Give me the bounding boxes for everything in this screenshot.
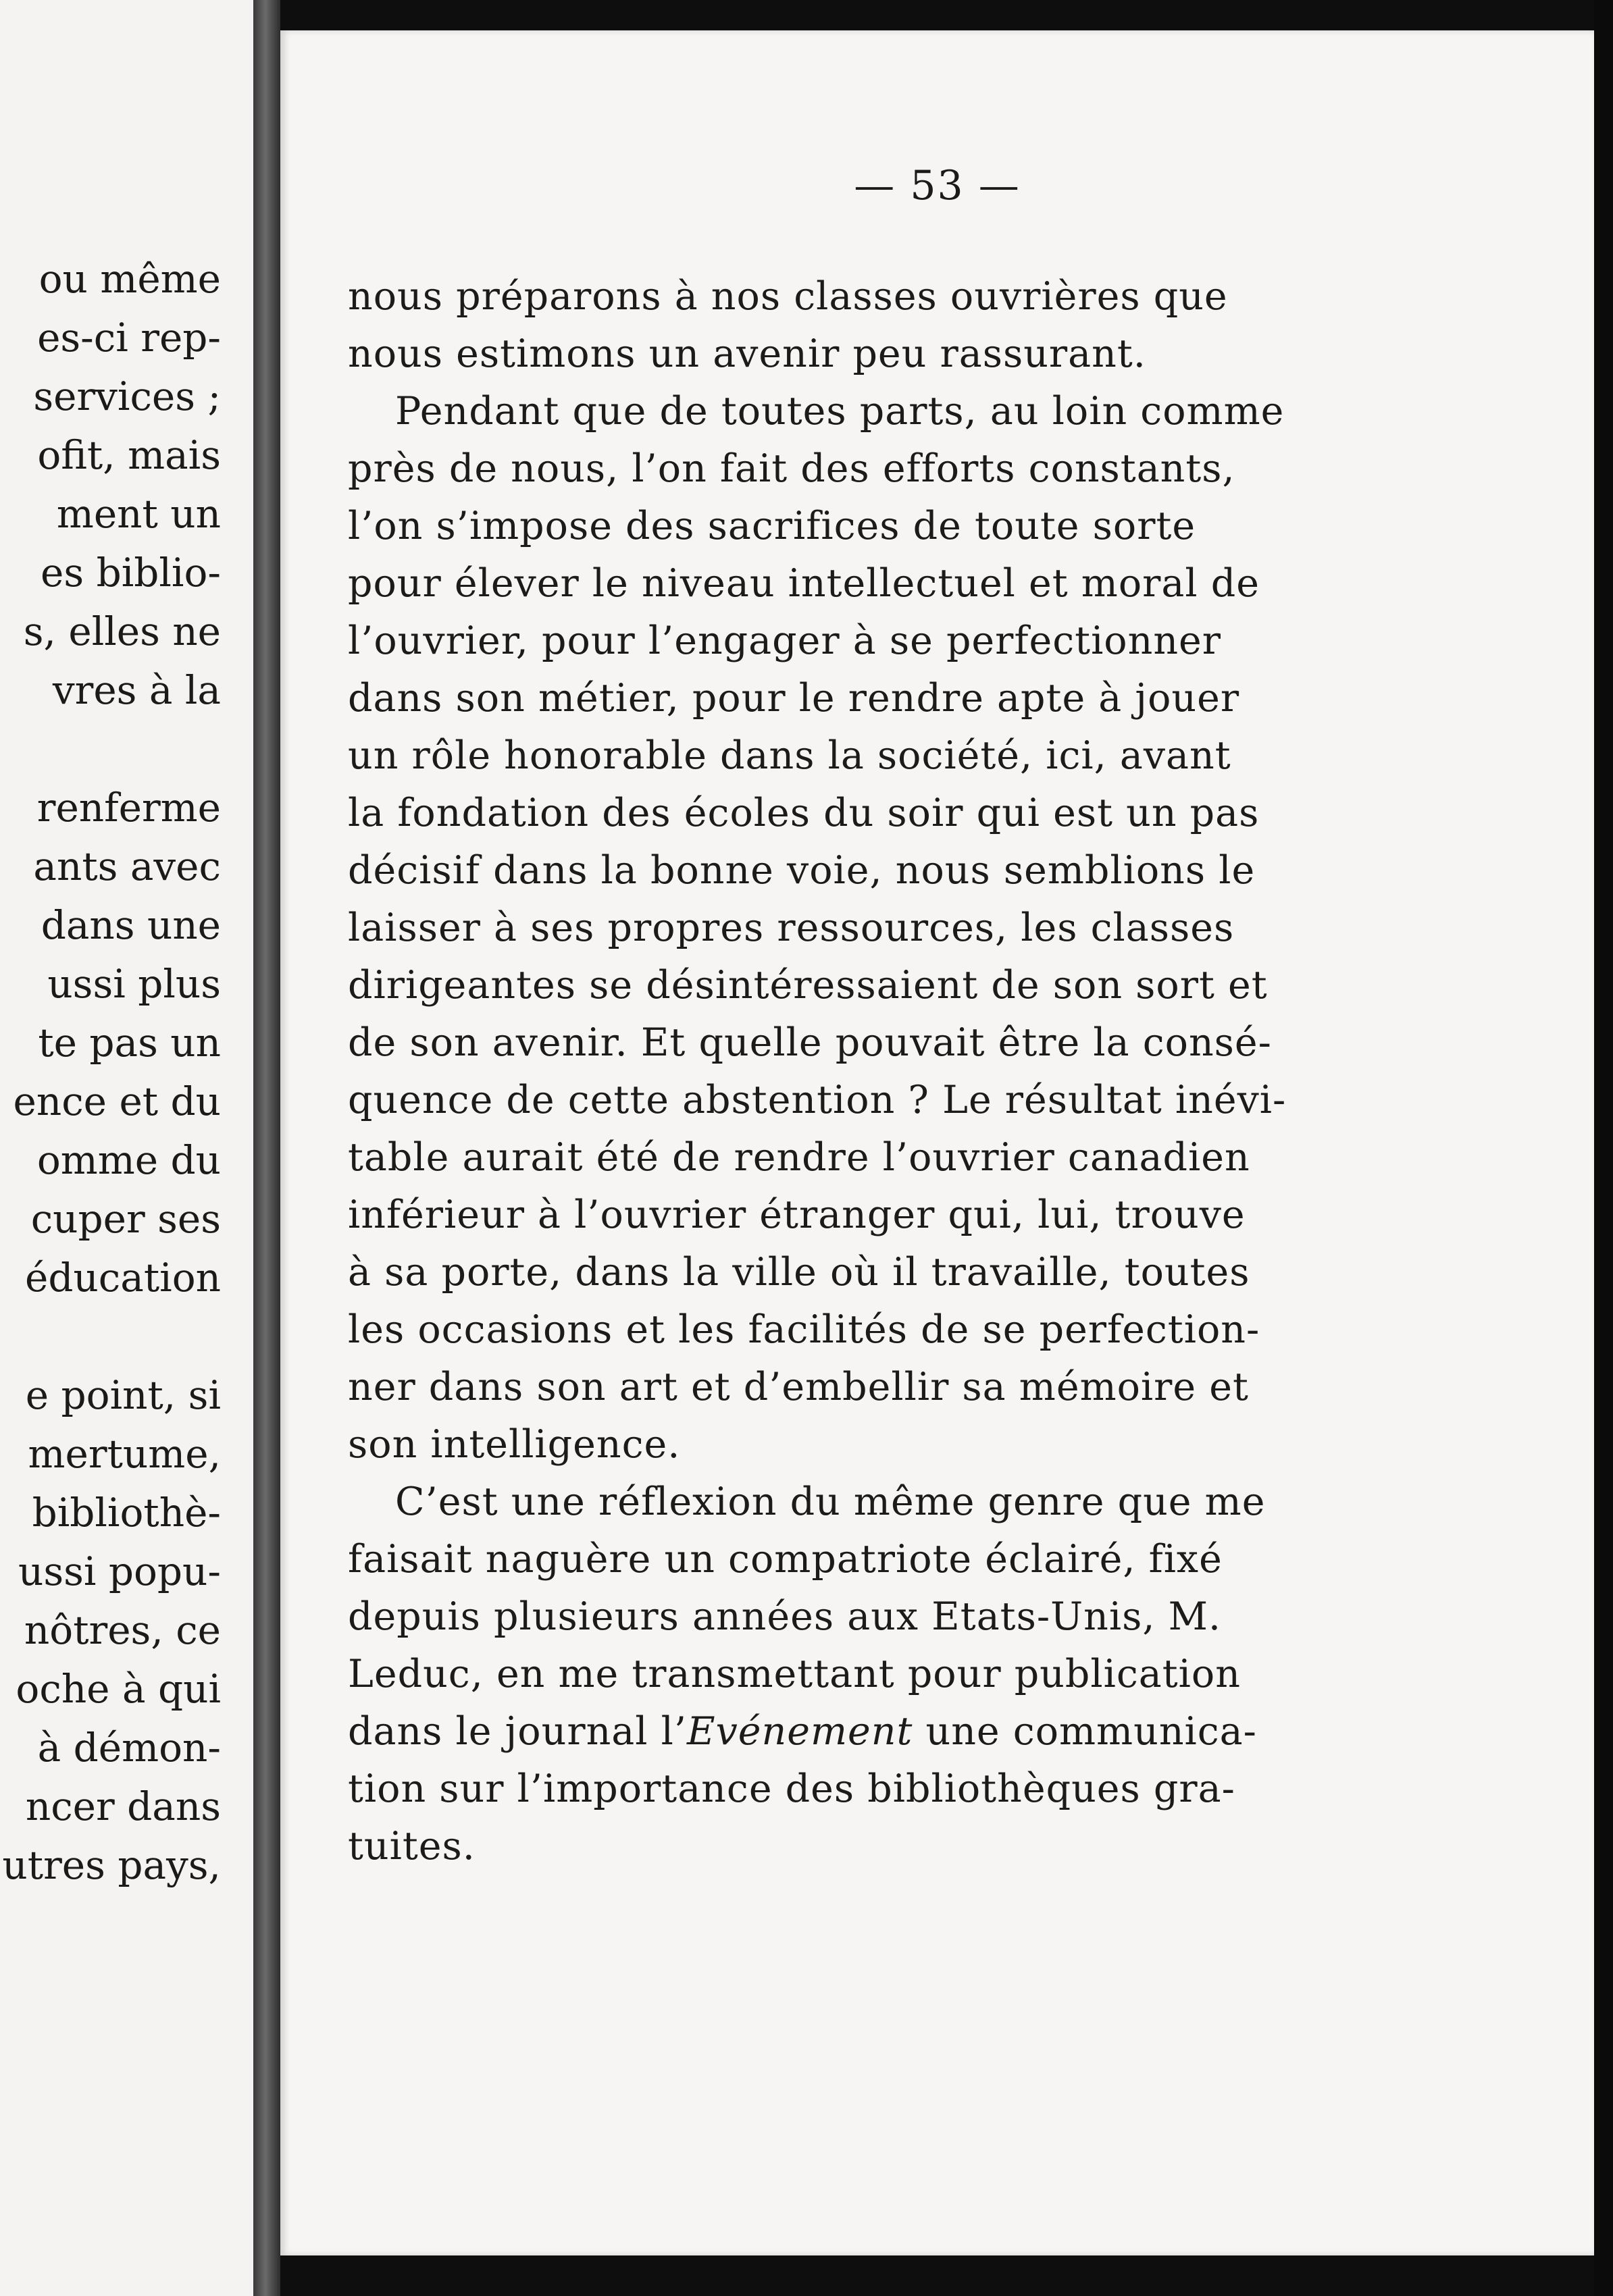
text-line: l’ouvrier, pour l’engager à se perfectionner bbox=[348, 619, 1222, 663]
page-body-text bbox=[348, 268, 1613, 1875]
previous-page-line: te pas un bbox=[38, 1020, 221, 1066]
previous-page-line: e point, si bbox=[25, 1372, 221, 1418]
previous-page-line: ncer dans bbox=[25, 1783, 221, 1829]
previous-page-line: dans une bbox=[41, 902, 221, 948]
previous-page-line bbox=[0, 720, 221, 779]
text-line: son intelligence. bbox=[348, 1422, 681, 1467]
text-line: Leduc, en me transmettant pour publication bbox=[348, 1652, 1241, 1696]
text-line: Pendant que de toutes parts, au loin comme bbox=[395, 389, 1285, 434]
page-number: — 53 — bbox=[854, 162, 1021, 209]
text-line: à sa porte, dans la ville où il travaille, toutes bbox=[348, 1250, 1250, 1295]
text-line: la fondation des écoles du soir qui est un pas bbox=[348, 791, 1260, 835]
text-line: laisser à ses propres ressources, les classes bbox=[348, 906, 1235, 950]
previous-page-line: omme du bbox=[36, 1137, 221, 1183]
previous-page-line: ment un bbox=[56, 491, 221, 537]
previous-page-line: éducation bbox=[25, 1255, 221, 1301]
text-line: dirigeantes se désintéressaient de son sort et bbox=[348, 963, 1268, 1008]
text-line: ner dans son art et d’embellir sa mémoire et bbox=[348, 1365, 1249, 1409]
previous-page-line: oche à qui bbox=[16, 1666, 221, 1712]
previous-page-line: es-ci rep- bbox=[37, 315, 221, 361]
text-line: dans son métier, pour le rendre apte à jouer bbox=[348, 676, 1240, 721]
previous-page-line: utres pays, bbox=[2, 1842, 221, 1888]
previous-page-line bbox=[0, 1307, 221, 1366]
text-line: dans le journal l’Evénement une communica- bbox=[348, 1709, 1257, 1754]
newspaper-title: Evénement bbox=[686, 1709, 913, 1754]
previous-page-line: ussi plus bbox=[47, 961, 221, 1007]
previous-page-line: ou même bbox=[39, 256, 221, 302]
previous-page-line: es biblio- bbox=[41, 550, 221, 596]
previous-page-line: bibliothè- bbox=[32, 1490, 221, 1536]
text-line: pour élever le niveau intellectuel et moral de bbox=[348, 561, 1260, 606]
text-line: l’on s’impose des sacrifices de toute sorte bbox=[348, 504, 1196, 548]
previous-page-line: renferme bbox=[36, 785, 221, 831]
previous-page-line: mertume, bbox=[28, 1431, 221, 1477]
previous-page-line: ants avec bbox=[33, 843, 221, 889]
previous-page-line: services ; bbox=[33, 373, 221, 419]
previous-page-line: s, elles ne bbox=[23, 608, 221, 654]
text-line: quence de cette abstention ? Le résultat inévi- bbox=[348, 1078, 1287, 1122]
text-line: un rôle honorable dans la société, ici, avant bbox=[348, 733, 1231, 778]
page-edge-shadow bbox=[1594, 0, 1613, 2296]
text-line: tion sur l’importance des bibliothèques gra- bbox=[348, 1767, 1235, 1811]
previous-page-fragment bbox=[0, 0, 253, 2296]
book-gutter bbox=[253, 0, 280, 2296]
previous-page-text bbox=[0, 250, 221, 1895]
previous-page-line: nôtres, ce bbox=[24, 1607, 221, 1653]
text-line: inférieur à l’ouvrier étranger qui, lui, trouve bbox=[348, 1193, 1246, 1237]
previous-page-line: à démon- bbox=[37, 1725, 221, 1771]
previous-page-line: ence et du bbox=[13, 1078, 221, 1124]
previous-page-line: ussi popu- bbox=[18, 1548, 221, 1594]
previous-page-line: cuper ses bbox=[30, 1196, 221, 1242]
previous-page-line: ofit, mais bbox=[37, 432, 221, 478]
current-page bbox=[280, 30, 1594, 2255]
text-line: C’est une réflexion du même genre que me bbox=[395, 1480, 1266, 1524]
text-line: table aurait été de rendre l’ouvrier canadien bbox=[348, 1135, 1250, 1180]
text-line: nous estimons un avenir peu rassurant. bbox=[348, 332, 1146, 376]
text-line: depuis plusieurs années aux Etats-Unis, M. bbox=[348, 1594, 1222, 1639]
previous-page-line: vres à la bbox=[52, 667, 221, 713]
text-line: les occasions et les facilités de se perfection- bbox=[348, 1307, 1260, 1352]
text-line: près de nous, l’on fait des efforts constants, bbox=[348, 446, 1235, 491]
text-line: faisait naguère un compatriote éclairé, fixé bbox=[348, 1537, 1223, 1582]
text-line: de son avenir. Et quelle pouvait être la consé- bbox=[348, 1020, 1272, 1065]
text-line: nous préparons à nos classes ouvrières que bbox=[348, 274, 1228, 319]
text-line: décisif dans la bonne voie, nous semblions le bbox=[348, 848, 1256, 893]
text-line: tuites. bbox=[348, 1824, 476, 1869]
